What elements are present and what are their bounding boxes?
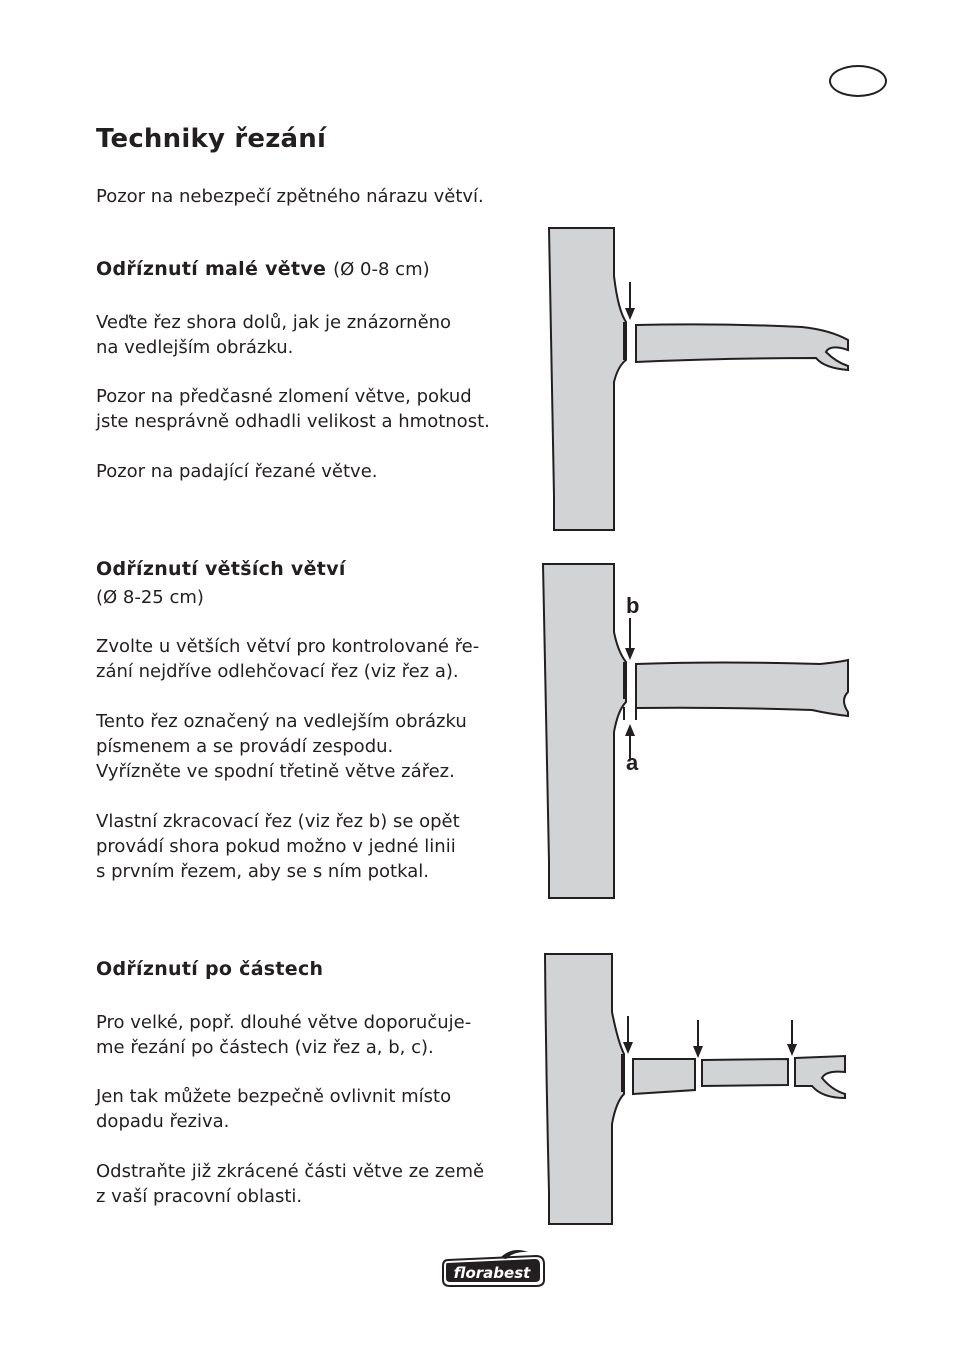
- paragraph: Vlastní zkracovací řez (viz řez b) se opět provádí shora pokud možno v jedné linii s prvním řezem, aby se s ním potkal.: [96, 811, 460, 882]
- paragraph: Tento řez označený na vedlejším obrázku písmenem a se provádí zespodu. Vyřízněte ve spodní třetině větve zářez.: [96, 711, 467, 782]
- tree-trunk: [545, 954, 624, 1224]
- paragraph: Jen tak můžete bezpečně ovlivnit místo dopadu řeziva.: [96, 1086, 452, 1132]
- paragraph: Pozor na padající řezané větve.: [96, 461, 378, 482]
- tree-trunk: [549, 228, 626, 530]
- section-heading: Odříznutí po částech: [96, 958, 324, 980]
- section-heading: [96, 258, 430, 280]
- paragraph: Veďte řez shora dolů, jak je znázorněno na vedlejším obrázku.: [96, 312, 452, 358]
- branch-segment-3: [795, 1056, 845, 1098]
- arrow-down-icon: [693, 1020, 703, 1058]
- logo-wordmark: florabest: [453, 1264, 531, 1282]
- arrow-down-icon: [625, 618, 635, 660]
- branch-segment-2: [702, 1059, 788, 1086]
- heading-text: Odříznutí malé větve: [96, 258, 327, 280]
- heading-note: (Ø 8-25 cm): [96, 587, 204, 608]
- page-title: Techniky řezání: [96, 124, 327, 154]
- arrow-down-icon: [787, 1020, 797, 1056]
- section-heading: Odříznutí větších větví: [96, 558, 346, 580]
- paragraph: Pozor na předčasné zlomení větve, pokud jste nesprávně odhadli velikost a hmotnost.: [96, 386, 490, 432]
- branch-segment-1: [633, 1059, 695, 1094]
- cut-label-b: b: [626, 593, 640, 618]
- paragraph: Odstraňte již zkrácené části větve ze země z vaší pracovní oblasti.: [96, 1161, 485, 1207]
- intro-text: Pozor na nebezpečí zpětného nárazu větví.: [96, 186, 484, 207]
- language-badge: [829, 65, 887, 97]
- paragraph: Pro velké, popř. dlouhé větve doporučuje- me řezání po částech (viz řez a, b, c).: [96, 1012, 472, 1058]
- paragraph: Zvolte u větších větví pro kontrolované ře- zání nejdříve odlehčovací řez (viz řez a).: [96, 636, 480, 682]
- section-small-branch: [96, 258, 430, 280]
- heading-note: (Ø 0-8 cm): [333, 259, 430, 280]
- florabest-logo: [440, 1248, 550, 1288]
- arrow-down-icon: [623, 1016, 633, 1054]
- small-branch-cut-illustration: [540, 226, 860, 532]
- tree-trunk: [543, 564, 626, 898]
- branch: [636, 324, 848, 370]
- saw-cut-a: [624, 707, 636, 720]
- arrow-down-icon: [625, 282, 635, 320]
- branch: [636, 660, 848, 716]
- larger-branch-cut-illustration: [540, 562, 860, 902]
- cut-label-a: a: [626, 750, 639, 775]
- sectional-cut-illustration: [540, 952, 860, 1228]
